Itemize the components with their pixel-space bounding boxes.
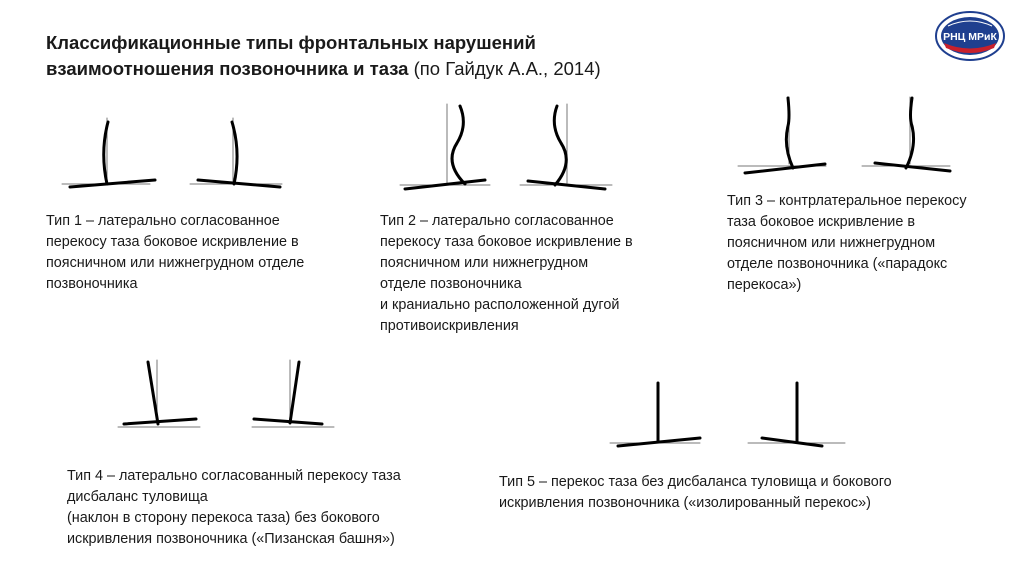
type1-figure-right	[190, 118, 282, 187]
type2-desc-line: и краниально расположенной дугой	[380, 297, 620, 313]
type5-description	[499, 472, 892, 514]
type2-figures	[400, 104, 612, 189]
type3-desc-line: таза боковое искривление в	[727, 214, 915, 230]
type5-figure-left	[610, 383, 700, 446]
type1-desc-line: поясничном или нижнегрудном отделе	[46, 255, 305, 271]
type4-figures	[118, 360, 334, 427]
type1-desc-line: Тип 1 – латерально согласованное	[46, 213, 280, 229]
type1-desc-line: позвоночника	[46, 276, 138, 292]
title-line-2-bold: взаимоотношения позвоночника и таза	[46, 58, 409, 79]
type3-desc-line: поясничном или нижнегрудном	[727, 235, 936, 251]
type3-description	[727, 191, 967, 296]
type2-figure-right	[520, 104, 612, 189]
type1-desc-line: перекосу таза боковое искривление в	[46, 234, 299, 250]
title-line-2-normal: (по Гайдук А.А., 2014)	[408, 58, 601, 79]
type3-desc-line: отделе позвоночника («парадокс	[727, 256, 948, 272]
type4-description	[67, 466, 401, 550]
type2-desc-line: отделе позвоночника	[380, 276, 522, 292]
logo-text: РНЦ МРиК	[943, 31, 997, 43]
type1-figure-left	[62, 118, 155, 187]
type4-desc-line: Тип 4 – латерально согласованный перекосу таза	[67, 468, 401, 484]
type2-desc-line: поясничном или нижнегрудном	[380, 255, 589, 271]
type3-figure-right	[862, 97, 950, 171]
type5-desc-line: искривления позвоночника («изолированный перекос»)	[499, 495, 871, 511]
type4-desc-line: дисбаланс туловища	[67, 489, 208, 505]
type1-description	[46, 211, 304, 295]
title-line-1: Классификационные типы фронтальных нарушений	[46, 32, 536, 53]
type3-figure-left	[738, 97, 826, 173]
type5-figure-right	[748, 383, 845, 446]
type3-desc-line: Тип 3 – контрлатеральное перекосу	[727, 193, 967, 209]
type1-figures	[62, 118, 282, 187]
type5-figures	[610, 383, 845, 446]
type4-figure-right	[252, 360, 334, 427]
type2-description	[380, 211, 633, 337]
type5-desc-line: Тип 5 – перекос таза без дисбаланса туловища и бокового	[499, 474, 892, 490]
type2-figure-left	[400, 104, 490, 189]
type3-desc-line: перекоса»)	[727, 277, 802, 293]
type3-figures	[738, 97, 950, 173]
type2-desc-line: перекосу таза боковое искривление в	[380, 234, 633, 250]
type4-desc-line: (наклон в сторону перекоса таза) без бокового	[67, 510, 380, 526]
type4-figure-left	[118, 360, 200, 427]
type2-desc-line: Тип 2 – латерально согласованное	[380, 213, 614, 229]
type4-desc-line: искривления позвоночника («Пизанская башня»)	[67, 531, 395, 547]
type2-desc-line: противоискривления	[380, 318, 519, 334]
